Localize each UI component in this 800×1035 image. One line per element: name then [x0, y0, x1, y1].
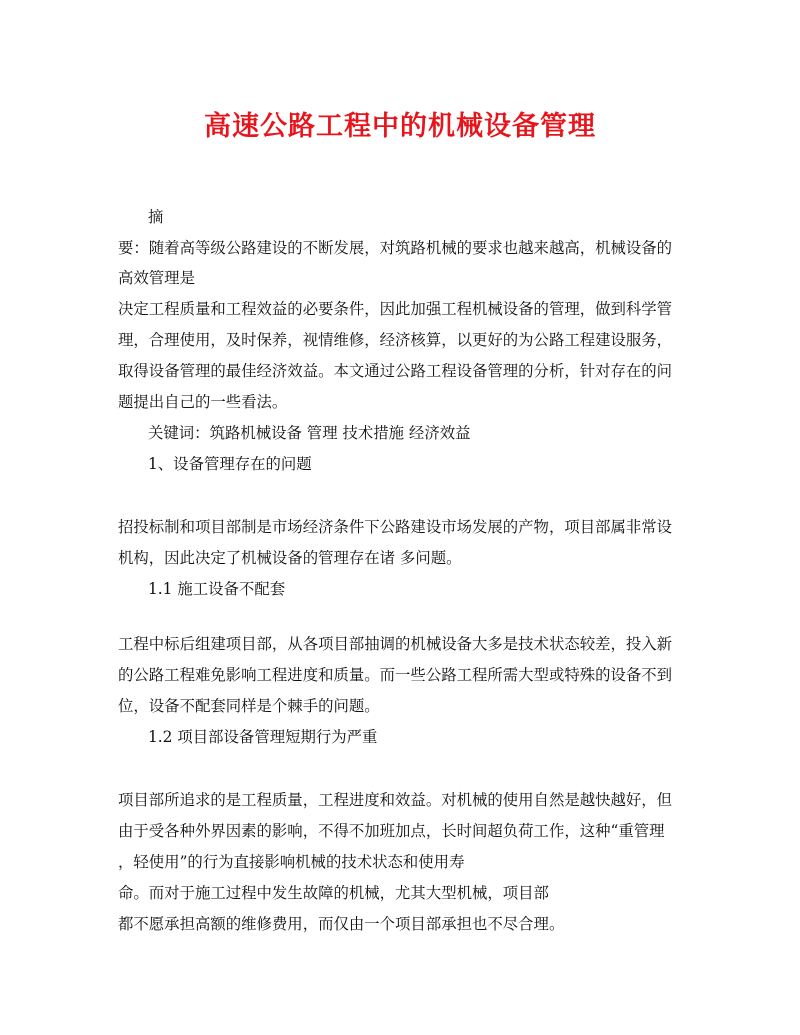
paragraph-line: ，轻使用”的行为直接影响机械的技术状态和使用寿 [118, 853, 465, 871]
abstract-line: 理，合理使用，及时保养，视情维修，经济核算，以更好的为公路工程建设服务， [118, 331, 673, 349]
paragraph-line: 由于受各种外界因素的影响，不得不加班加点，长时间超负荷工作，这种“重管理 [118, 822, 665, 840]
paragraph-line: 机构，因此决定了机械设备的管理存在诸 多问题。 [118, 549, 462, 567]
subsection-heading: 1.1 施工设备不配套 [148, 580, 286, 598]
abstract-label-line: 摘 [148, 208, 164, 226]
abstract-line: 题提出自己的一些看法。 [118, 393, 288, 411]
abstract-line: 要：随着高等级公路建设的不断发展，对筑路机械的要求也越来越高，机械设备的 [118, 239, 673, 257]
abstract-line: 高效管理是 [118, 269, 195, 287]
abstract-line: 取得设备管理的最佳经济效益。本文通过公路工程设备管理的分析，针对存在的问 [118, 362, 673, 380]
paragraph-line: 工程中标后组建项目部，从各项目部抽调的机械设备大多是技术状态较差，投入新 [118, 635, 673, 653]
paragraph-line: 命。而对于施工过程中发生故障的机械，尤其大型机械，项目部 [118, 884, 549, 902]
paragraph-line: 项目部所追求的是工程质量，工程进度和效益。对机械的使用自然是越快越好，但 [118, 791, 673, 809]
paragraph-line: 都不愿承担高额的维修费用，而仅由一个项目部承担也不尽合理。 [118, 915, 565, 933]
document-title: 高速公路工程中的机械设备管理 [204, 111, 596, 142]
paragraph-line: 位，设备不配套同样是个棘手的问题。 [118, 697, 380, 715]
paragraph-line: 的公路工程难免影响工程进度和质量。而一些公路工程所需大型或特殊的设备不到 [118, 666, 673, 684]
paragraph-line: 招投标制和项目部制是市场经济条件下公路建设市场发展的产物，项目部属非常设 [118, 518, 673, 536]
section-heading: 1、设备管理存在的问题 [148, 455, 312, 473]
subsection-heading: 1.2 项目部设备管理短期行为严重 [148, 728, 378, 746]
keywords-line: 关键词：筑路机械设备 管理 技术措施 经济效益 [148, 424, 471, 442]
abstract-line: 决定工程质量和工程效益的必要条件，因此加强工程机械设备的管理，做到科学管 [118, 300, 673, 318]
